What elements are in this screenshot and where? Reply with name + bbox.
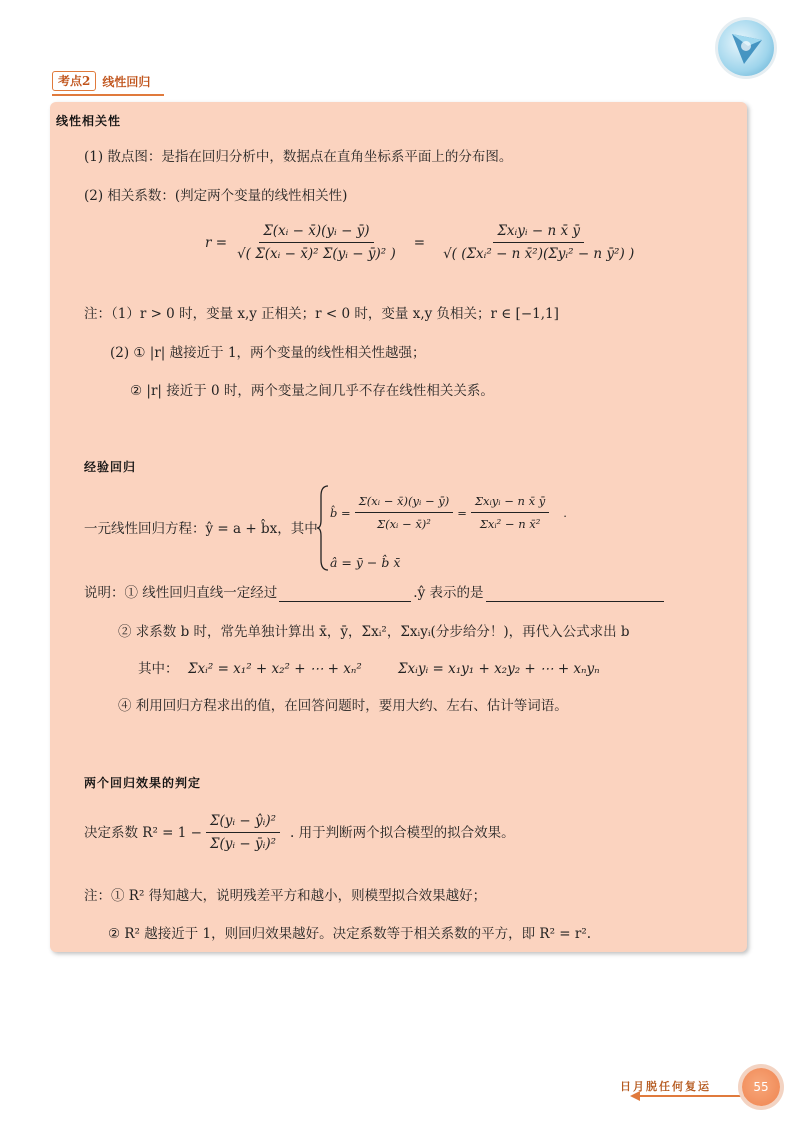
brace-icon xyxy=(316,484,330,572)
footer-slogan: 日月脱任何复运 xyxy=(620,1080,711,1093)
step-compute-b: ② 求系数 b 时，常先单独计算出 x̄，ȳ，Σxᵢ²，Σxᵢyᵢ(分步给分！)，再代入公式求出 b xyxy=(118,624,630,640)
section1-title: 线性相关性 xyxy=(56,114,122,128)
blank-point[interactable] xyxy=(279,601,411,602)
b-den-1: Σ(xᵢ − x̄)² xyxy=(376,517,431,531)
page-number: 55 xyxy=(742,1068,780,1106)
formula-den-2: √( (Σxᵢ² − n x̄²)(Σyᵢ² − n ȳ²) ) xyxy=(443,246,635,262)
tag-underline xyxy=(52,94,164,96)
b-num-2: Σxᵢyᵢ − n x̄ ȳ xyxy=(471,492,549,513)
step-wording: ④ 利用回归方程求出的值，在回答问题时，要用大约、左右、估计等词语。 xyxy=(118,698,568,714)
scatter-definition: (1) 散点图：是指在回归分析中，数据点在直角坐标系平面上的分布图。 xyxy=(84,149,513,165)
tag-title: 线性回归 xyxy=(102,74,151,89)
note-weak: ② |r| 接近于 0 时，两个变量之间几乎不存在线性相关关系。 xyxy=(130,383,494,399)
explain-prefix: 说明：① 线性回归直线一定经过 xyxy=(84,585,278,601)
b-hat-lhs: b̂ = xyxy=(330,505,351,520)
r2-den: Σ(yᵢ − ȳᵢ)² xyxy=(209,836,277,852)
tag-label: 考点2 xyxy=(52,71,96,91)
regression-equation-label: 一元线性回归方程：ŷ = a + b̂x，其中 xyxy=(84,521,318,537)
b-period: . xyxy=(563,505,567,520)
note-strong: (2) ① |r| 越接近于 1，两个变量的线性相关性越强； xyxy=(110,345,426,361)
triangle-logo-icon xyxy=(724,26,768,70)
a-hat-formula: â = ȳ − b̂ x̄ xyxy=(330,555,401,570)
sum-products-formula: Σxᵢyᵢ = x₁y₁ + x₂y₂ + ⋯ + xₙyₙ xyxy=(398,661,600,677)
among-label: 其中： xyxy=(138,661,179,677)
brand-logo xyxy=(718,20,774,76)
sum-squares-formula: Σxᵢ² = x₁² + x₂² + ⋯ + xₙ² xyxy=(188,661,362,677)
formula-frac-2 xyxy=(439,222,638,263)
r2-label: 决定系数 R² = 1 − xyxy=(84,824,202,841)
footer-arrow-icon xyxy=(630,1090,750,1102)
formula-num-1: Σ(xᵢ − x̄)(yᵢ − ȳ) xyxy=(259,222,373,243)
b-num-1: Σ(xᵢ − x̄)(yᵢ − ȳ) xyxy=(355,492,454,513)
section-tag xyxy=(52,70,150,92)
explain-mid: .ŷ 表示的是 xyxy=(413,585,484,601)
correlation-formula xyxy=(205,222,638,263)
b-hat-formula xyxy=(330,492,567,533)
b-frac-2 xyxy=(471,492,549,533)
b-equals: = xyxy=(457,505,467,520)
r2-suffix: . 用于判断两个拟合模型的拟合效果。 xyxy=(290,824,515,841)
r2-num: Σ(yᵢ − ŷᵢ)² xyxy=(206,812,280,833)
b-frac-1 xyxy=(355,492,454,533)
formula-equals: = xyxy=(413,234,426,251)
formula-den-1: √( Σ(xᵢ − x̄)² Σ(yᵢ − ȳ)² ) xyxy=(237,246,396,262)
section2-title: 经验回归 xyxy=(84,460,137,474)
correlation-heading: (2) 相关系数：(判定两个变量的线性相关性) xyxy=(84,188,348,204)
explain-line xyxy=(84,584,664,602)
formula-r-lhs: r = xyxy=(205,234,228,251)
r-squared-formula xyxy=(84,812,515,853)
b-den-2: Σxᵢ² − n x̄² xyxy=(479,517,541,531)
r2-note-2: ② R² 越接近于 1，则回归效果越好。决定系数等于相关系数的平方，即 R² = r². xyxy=(108,926,592,942)
r2-frac xyxy=(206,812,280,853)
note-sign: 注：（1）r > 0 时，变量 x,y 正相关；r < 0 时，变量 x,y 负相关；r ∈ [−1,1] xyxy=(84,306,559,322)
r2-note-1: 注：① R² 得知越大，说明残差平方和越小，则模型拟合效果越好； xyxy=(84,888,487,904)
section3-title: 两个回归效果的判定 xyxy=(84,776,202,790)
formula-num-2: Σxᵢyᵢ − n x̄ ȳ xyxy=(493,222,584,243)
blank-meaning[interactable] xyxy=(486,601,664,602)
formula-frac-1 xyxy=(233,222,400,263)
